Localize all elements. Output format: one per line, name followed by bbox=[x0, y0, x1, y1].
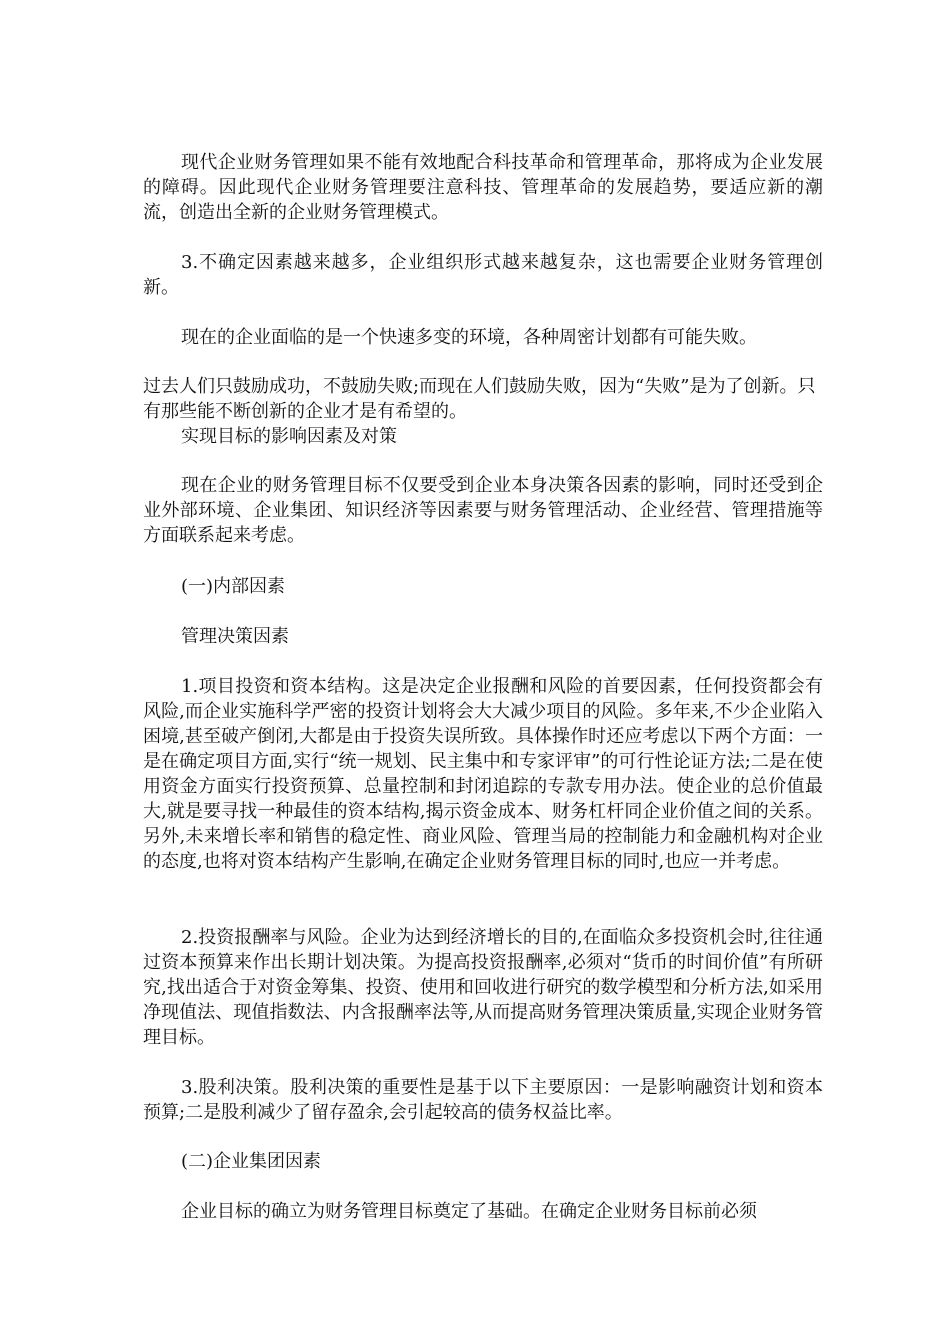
paragraph-enterprise-goal: 企业目标的确立为财务管理目标奠定了基础。在确定企业财务目标前必须 bbox=[181, 1201, 757, 1222]
paragraph-external-factors: 现在企业的财务管理目标不仅要受到企业本身决策各因素的影响，同时还受到企业外部环境、企业集团、知识经济等因素要与财务管理活动、企业经营、管理措施等方面联系起来考虑。 bbox=[143, 475, 823, 546]
paragraph-uncertainty: 3.不确定因素越来越多，企业组织形式越来越复杂，这也需要企业财务管理创新。 bbox=[143, 252, 823, 298]
paragraph-return-risk: 2.投资报酬率与风险。企业为达到经济增长的目的,在面临众多投资机会时,往往通过资本预算来作出长期计划决策。为提高投资报酬率,必须对“货币的时间价值”有所研究,找出适合于对资金筹集、投资、使用和回收进行研究的数学模型和分析方法,如采用净现值法、现值指数法、内含报酬率法等,从而提高财务管理决策质量,实现企业财务管理目标。 bbox=[143, 927, 823, 1048]
subheading-group-factors: (二)企业集团因素 bbox=[181, 1151, 322, 1172]
subheading-internal-factors: (一)内部因素 bbox=[181, 576, 286, 597]
paragraph-tech-revolution: 现代企业财务管理如果不能有效地配合科技革命和管理革命，那将成为企业发展的障碍。因此现代企业财务管理要注意科技、管理革命的发展趋势，要适应新的潮流，创造出全新的企业财务管理模式。 bbox=[143, 152, 823, 223]
paragraph-fast-changing-environment: 现在的企业面临的是一个快速多变的环境，各种周密计划都有可能失败。 bbox=[181, 327, 757, 348]
subheading-management-decision: 管理决策因素 bbox=[181, 626, 289, 647]
paragraph-encourage-failure: 过去人们只鼓励成功，不鼓励失败;而现在人们鼓励失败，因为“失败”是为了创新。只有那些能不断创新的企业才是有希望的。 bbox=[143, 376, 816, 422]
section-heading-factors: 实现目标的影响因素及对策 bbox=[181, 426, 397, 447]
paragraph-investment-capital-structure: 1.项目投资和资本结构。这是决定企业报酬和风险的首要因素，任何投资都会有风险,而企业实施科学严密的投资计划将会大大减少项目的风险。多年来,不少企业陷入困境,甚至破产倒闭,大都是由于投资失误所致。具体操作时还应考虑以下两个方面：一是在确定项目方面,实行“统一规划、民主集中和专家评审”的可行性论证方法;二是在使用资金方面实行投资预算、总量控制和封闭追踪的专款专用办法。使企业的总价值最大,就是要寻找一种最佳的资本结构,揭示资金成本、财务杠杆同企业价值之间的关系。另外,未来增长率和销售的稳定性、商业风险、管理当局的控制能力和金融机构对企业的态度,也将对资本结构产生影响,在确定企业财务管理目标的同时,也应一并考虑。 bbox=[143, 676, 823, 872]
paragraph-dividend-decision: 3.股利决策。股利决策的重要性是基于以下主要原因：一是影响融资计划和资本预算;二是股利减少了留存盈余,会引起较高的债务权益比率。 bbox=[143, 1077, 823, 1123]
